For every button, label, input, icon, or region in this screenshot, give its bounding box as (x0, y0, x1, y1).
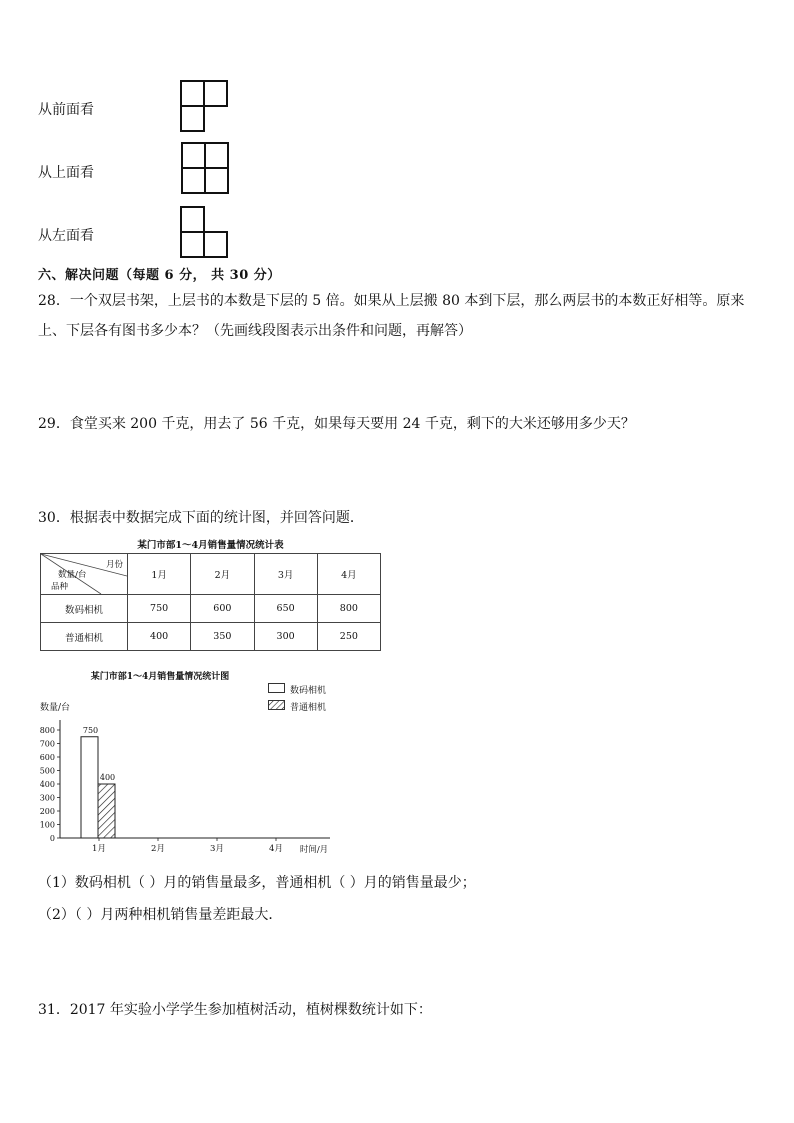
top-view-cell (204, 142, 229, 169)
subquestion-2: （2）（ ）月两种相机销售量差距最大． (38, 907, 283, 923)
y-tick-label: 100 (39, 820, 55, 830)
front-view-cell (180, 80, 205, 107)
table-month-header: 2月 (191, 554, 254, 595)
x-tick-label: 2月 (151, 844, 165, 854)
sales-table (40, 553, 381, 651)
view-label-top: 从上面看 (38, 165, 94, 181)
view-label-front: 从前面看 (38, 102, 94, 118)
legend-swatch-digital (268, 683, 285, 693)
question-29: 29．食堂买来 200 千克，用去了 56 千克，如果每天要用 24 千克，剩下的大米还够用多少天？ (38, 416, 635, 432)
y-tick-label: 800 (39, 726, 55, 735)
left-view-cell (180, 231, 205, 258)
table-corner-cell (41, 554, 128, 595)
bar-data-label: 400 (99, 773, 116, 782)
question-28: 28．一个双层书架，上层书的本数是下层的 5 倍。如果从上层搬 80 本到下层，那么两层书的本数正好相等。原来上、下层各有图书多少本？（先画线段图表示出条件和问题，再解答） (38, 293, 745, 339)
view-label-left: 从左面看 (38, 228, 94, 244)
table-month-header: 1月 (128, 554, 191, 595)
left-view-figure (180, 206, 228, 258)
bar-chart (38, 712, 338, 858)
section-title: 六、解决问题（每题 6 分， 共 30 分） (38, 268, 281, 283)
corner-label-quantity: 数量/台 (58, 570, 87, 580)
table-cell: 300 (254, 623, 317, 651)
front-view-cell (203, 80, 228, 107)
front-view-cell (180, 105, 205, 132)
front-view-figure (180, 80, 228, 132)
table-cell: 400 (128, 623, 191, 651)
corner-label-month: 月份 (105, 560, 123, 570)
table-cell: 250 (317, 623, 380, 651)
question-31: 31．2017 年实验小学学生参加植树活动，植树棵数统计如下： (38, 1002, 432, 1018)
table-cell: 800 (317, 595, 380, 623)
left-view-cell (180, 206, 205, 233)
y-tick-label: 700 (39, 739, 55, 749)
x-tick-label: 1月 (92, 844, 106, 854)
y-tick-label: 0 (49, 834, 55, 843)
legend-swatch-regular (268, 700, 285, 710)
y-axis-label: 数量/台 (40, 703, 71, 713)
bar-digital (81, 737, 98, 838)
y-tick-label: 300 (39, 793, 55, 803)
x-axis-label: 时间/月 (299, 845, 329, 855)
subquestion-1: （1）数码相机（ ）月的销售量最多，普通相机（ ）月的销售量最少； (38, 875, 476, 891)
bar-data-label: 750 (82, 725, 99, 735)
table-cell: 750 (128, 595, 191, 623)
top-view-cell (181, 167, 206, 194)
question-30: 30．根据表中数据完成下面的统计图，并回答问题． (38, 510, 364, 526)
bar-regular (98, 784, 115, 838)
legend-label-regular: 普通相机 (290, 703, 327, 713)
x-tick-label: 4月 (269, 844, 283, 854)
y-tick-label: 400 (39, 780, 55, 789)
y-tick-label: 200 (39, 807, 55, 816)
table-title: 某门市部1～4月销售量情况统计表 (137, 540, 284, 551)
table-row (41, 623, 381, 651)
y-tick-label: 500 (39, 766, 55, 776)
table-cell: 600 (191, 595, 254, 623)
table-month-header: 4月 (317, 554, 380, 595)
corner-label-product: 品种 (51, 582, 69, 592)
table-row (41, 595, 381, 623)
x-tick-label: 3月 (210, 844, 224, 854)
top-view-cell (204, 167, 229, 194)
table-row-label: 数码相机 (41, 595, 128, 623)
chart-title: 某门市部1～4月销售量情况统计图 (90, 672, 230, 682)
top-view-cell (181, 142, 206, 169)
top-view-figure (181, 142, 229, 194)
legend-label-digital: 数码相机 (290, 686, 327, 696)
table-cell: 650 (254, 595, 317, 623)
table-header-row (41, 554, 381, 595)
table-cell: 350 (191, 623, 254, 651)
y-tick-label: 600 (39, 753, 55, 762)
table-row-label: 普通相机 (41, 623, 128, 651)
table-month-header: 3月 (254, 554, 317, 595)
left-view-cell (203, 231, 228, 258)
